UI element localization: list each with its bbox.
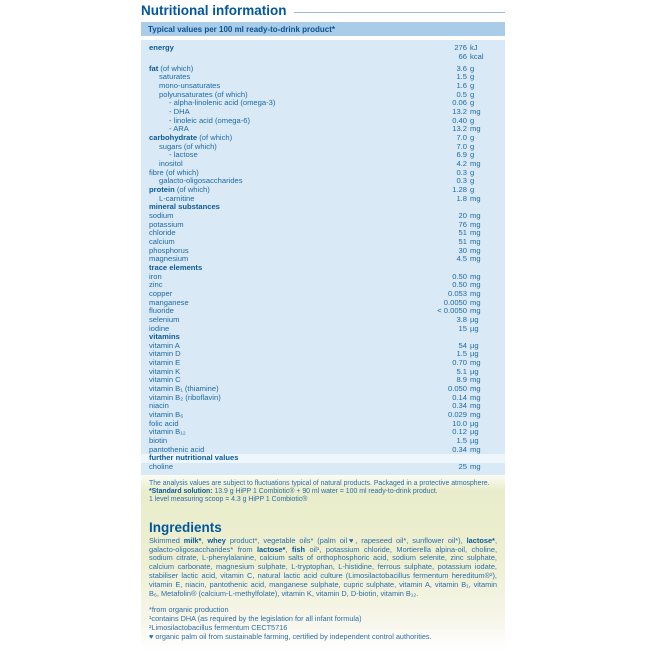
nutrient-value: 0.12 [452,427,467,437]
nutrient-value: 7.0 [456,141,467,151]
nutrient-row [149,428,496,437]
nutrient-value: 1.8 [456,193,467,203]
ingredient-segment: lactose* [256,544,286,554]
nutrient-value: 51 [458,228,467,238]
nutrient-unit: mg [470,401,481,411]
nutrient-label: vitamin K [149,366,181,376]
nutrient-label: sugars (of which) [159,141,217,151]
nutrient-unit: mg [470,228,481,238]
nutrient-row [149,53,496,62]
nutrient-label: fat (of which) [149,63,194,73]
nutrient-value: 0.0050 [443,297,467,307]
nutrient-unit: mg [470,254,481,264]
nutrient-label: vitamin B₂ (riboflavin) [149,392,221,402]
nutrient-label: choline [149,462,174,471]
nutrient-value: 15 [458,323,467,333]
nutrient-label: protein (of which) [149,185,210,194]
nutrient-row [149,238,496,247]
nutrient-row [149,342,496,351]
nutrient-label: calcium [149,236,175,246]
ingredient-segment: product*, vegetable oils* (palm oil♥, rapeseed oil*, sunflower oil*), [225,535,467,545]
nutrient-unit: g [470,133,475,143]
nutrient-row [149,333,496,342]
nutrient-label: biotin [149,436,168,446]
nutrient-label: vitamins [149,332,180,342]
ingredients-footnotes [149,606,497,641]
nutrient-value: 0.14 [452,392,467,402]
nutrient-row [149,65,496,74]
nutrient-value: 0.3 [456,176,467,186]
nutrient-value: 0.50 [452,280,467,290]
nutrient-value: 66 [458,51,467,61]
nutrient-value: 0.70 [452,358,467,368]
nutrient-label: vitamin B₁₂ [149,427,186,437]
nutrient-label: zinc [149,280,163,290]
title-rule [294,12,506,13]
nutrient-label: fluoride [149,306,174,316]
nutrition-table [141,40,505,475]
ingredient-footnote-line: ¹contains DHA (as required by the legislation for all infant formula) [149,614,362,624]
nutrient-label: carbohydrate (of which) [149,133,233,143]
nutrient-value: 6.9 [456,150,467,160]
nutrient-unit: kJ [470,43,478,52]
ingredients-paragraph [149,537,497,599]
nutrient-value: 0.050 [447,384,467,394]
ingredient-footnote-line: ²Limosilactobacillus fermentum CECT5716 [149,622,288,632]
nutrient-row [149,368,496,377]
table-footnote-line: *Standard solution: 13.9 g HiPP 1 Combiotic® + 90 ml water = 100 ml ready-to-drink product. [149,488,438,496]
nutrient-unit: µg [470,418,479,428]
nutrient-value: 0.50 [452,271,467,281]
nutrient-value: 0.3 [456,167,467,177]
ingredient-segment: , [285,544,292,554]
nutrient-value: < 0.0050 [437,306,467,316]
nutrient-label [149,53,419,62]
nutrient-unit: mg [470,288,481,298]
nutrient-unit: mg [470,219,481,229]
table-header-text: Typical values per 100 ml ready-to-drink product* [148,25,336,34]
nutrient-label: potassium [149,219,184,229]
nutrient-unit: g [470,141,475,151]
nutrient-label: vitamin B₆ [149,410,184,420]
nutrient-label: inositol [159,159,183,169]
nutrient-value: 1.28 [452,185,467,194]
nutrient-row [149,203,496,212]
nutrient-unit: mg [470,193,481,203]
nutrient-label: vitamin B₁ (thiamine) [149,384,219,394]
nutrient-label: mineral substances [149,202,220,212]
nutrient-value: 1.5 [456,349,467,359]
ingredients-title: Ingredients [149,519,222,535]
nutrient-label: pantothenic acid [149,444,205,454]
nutrient-unit: mg [470,306,481,316]
nutrient-value: 3.8 [456,314,467,324]
nutrient-unit: µg [470,366,479,376]
nutrient-row [149,160,496,169]
ingredient-segment: whey [207,535,226,545]
ingredient-segment: Skimmed [149,535,184,545]
nutrient-value: 13.2 [452,124,467,134]
nutrient-label: sodium [149,210,174,220]
nutrient-unit: µg [470,349,479,359]
nutrition-label [141,0,505,651]
nutrient-unit: g [470,115,475,125]
lower-section [141,475,505,651]
nutrient-value: 20 [458,210,467,220]
nutrient-row [141,454,505,463]
nutrient-row [149,325,496,334]
nutrient-unit: mg [470,107,481,117]
nutrient-label: folic acid [149,418,179,428]
nutrient-unit: g [470,167,475,177]
nutrient-unit: mg [470,245,481,255]
nutrient-label: - alpha-linolenic acid (omega-3) [169,98,276,108]
nutrient-row [149,350,496,359]
nutrient-row [149,411,496,420]
nutrient-label: energy [149,43,174,52]
nutrient-unit: g [470,89,475,99]
nutrient-label: mono-unsaturates [159,81,221,91]
nutrient-label: - lactose [169,150,198,160]
nutrient-label: fibre (of which) [149,167,199,177]
nutrient-unit: g [470,150,475,160]
nutrient-value: 276 [454,43,467,52]
table-footnotes [149,480,497,505]
nutrient-row [149,281,496,290]
nutrient-unit: mg [470,444,481,454]
nutrient-label: vitamin A [149,340,180,350]
nutrient-row [149,316,496,325]
nutrient-value: 1.6 [456,81,467,91]
nutrient-label: - DHA [169,107,190,117]
ingredient-segment: oil¹, potassium chloride, Mortierella alpina-oil, choline, sodium citrate, L-phenylalanine, calcium salts of orthophosphoric acid, sodium selenite, zinc sulphate, calcium carbonate, magnesium sulphate, L-tryptophan, L-histidine, ferrous sulphate, potassium iodate, stabiliser lactic acid, vitamin C, natural lactic acid culture (Limosilactobacillus fermentum hereditum®²), vitamin E, niacin, pantothenic acid, manganese sulphate, cupric sulphate, vitamin A, vitamin B₁, vitamin B₆, Metafolin® (calcium-L-methylfolate), vitamin K, vitamin D, D-biotin, vitamin B₁₂. [149,544,497,598]
nutrient-row [149,143,496,152]
nutrient-label: L-carnitine [159,193,195,203]
nutrient-unit: mg [470,236,481,246]
nutrient-unit: µg [470,427,479,437]
nutrient-value: 8.9 [456,375,467,385]
nutrient-row [149,44,496,53]
nutrient-unit: mg [470,280,481,290]
nutrient-value: 5.1 [456,366,467,376]
nutrient-unit: mg [470,210,481,220]
nutrient-unit: µg [470,314,479,324]
nutrient-value: 0.029 [447,410,467,420]
nutrient-label: iodine [149,323,170,333]
nutrient-value: 13.2 [452,107,467,117]
nutrient-label: manganese [149,297,189,307]
table-footnote-line: 1 level measuring scoop = 4.3 g HiPP 1 Combiotic® [149,496,308,504]
nutrient-row [149,117,496,126]
ingredient-segment: , [201,535,208,545]
nutrient-value: 30 [458,245,467,255]
nutrient-value: 0.34 [452,401,467,411]
nutrient-value: 0.34 [452,444,467,454]
nutrient-unit: g [470,81,475,91]
nutrient-unit: g [470,63,475,73]
nutrient-unit: µg [470,436,479,446]
nutrient-label: magnesium [149,254,189,264]
nutrient-value: 25 [458,462,467,471]
page-title: Nutritional information [141,3,287,18]
nutrient-label: selenium [149,314,180,324]
ingredient-segment: , galacto-oligosaccharides* from [149,535,497,554]
ingredient-segment: lactose* [466,535,495,545]
nutrient-row [149,186,496,195]
nutrient-value: 0.5 [456,89,467,99]
ingredient-segment: milk* [183,535,202,545]
nutrient-value: 0.06 [452,98,467,108]
nutrient-label: niacin [149,401,169,411]
nutrient-label: - linoleic acid (omega-6) [169,115,251,125]
table-footnote-line: The analysis values are subject to fluctuations typical of natural products. Packaged in a protective atmosphere. [149,479,490,487]
nutrient-label: phosphorus [149,245,189,255]
nutrient-unit: mg [470,159,481,169]
nutrient-unit: µg [470,340,479,350]
nutrient-label: vitamin D [149,349,181,359]
nutrient-label: vitamin E [149,358,181,368]
nutrient-value: 4.2 [456,159,467,169]
nutrient-unit: g [470,72,475,82]
nutrient-label: saturates [159,72,191,82]
nutrient-value: 3.6 [456,63,467,73]
nutrient-row [149,212,496,221]
nutrient-label: iron [149,271,162,281]
nutrient-row [149,229,496,238]
nutrient-value: 54 [458,340,467,350]
table-header-band [141,22,505,36]
nutrient-unit: mg [470,462,481,471]
nutrient-value: 4.5 [456,254,467,264]
nutrient-value: 0.40 [452,115,467,125]
nutrient-unit: kcal [470,51,484,61]
nutrient-unit: g [470,185,475,194]
nutrient-row [149,151,496,160]
nutrient-unit: mg [470,297,481,307]
nutrient-row [149,264,496,273]
nutrient-value: 0.053 [447,288,467,298]
nutrient-row [149,402,496,411]
nutrient-label: further nutritional values [149,453,239,463]
nutrient-unit: mg [470,410,481,420]
nutrient-label: trace elements [149,262,203,272]
nutrient-row [149,221,496,230]
nutrient-row [149,463,496,472]
nutrient-label: chloride [149,228,176,238]
nutrient-value: 76 [458,219,467,229]
nutrient-row [149,273,496,282]
nutritional-information-header [141,0,505,18]
nutrient-row [149,247,496,256]
nutrient-unit: µg [470,323,479,333]
nutrient-value: 51 [458,236,467,246]
ingredient-segment: fish [291,544,305,554]
nutrient-row [149,359,496,368]
nutrient-row [149,307,496,316]
ingredient-footnote-line: ♥ organic palm oil from sustainable farming, certified by independent control authorities. [149,631,432,641]
nutrient-label: galacto-oligosaccharides [159,176,243,186]
nutrient-value: 1.5 [456,436,467,446]
nutrient-value: 1.5 [456,72,467,82]
nutrient-label: copper [149,288,173,298]
nutrient-unit: mg [470,124,481,134]
nutrient-label: vitamin C [149,375,181,385]
nutrient-value: 10.0 [452,418,467,428]
nutrient-unit: mg [470,358,481,368]
nutrient-row [149,420,496,429]
nutrient-row [149,394,496,403]
ingredient-footnote-line: *from organic production [149,605,229,615]
nutrient-unit: mg [470,375,481,385]
nutrient-label: polyunsaturates (of which) [159,89,248,99]
nutrient-row [149,99,496,108]
nutrient-unit: mg [470,392,481,402]
nutrient-label: - ARA [169,124,189,134]
nutrient-unit: g [470,98,475,108]
nutrient-unit: mg [470,384,481,394]
nutrient-unit: g [470,176,475,186]
nutrient-unit: mg [470,271,481,281]
nutrient-value: 7.0 [456,133,467,143]
